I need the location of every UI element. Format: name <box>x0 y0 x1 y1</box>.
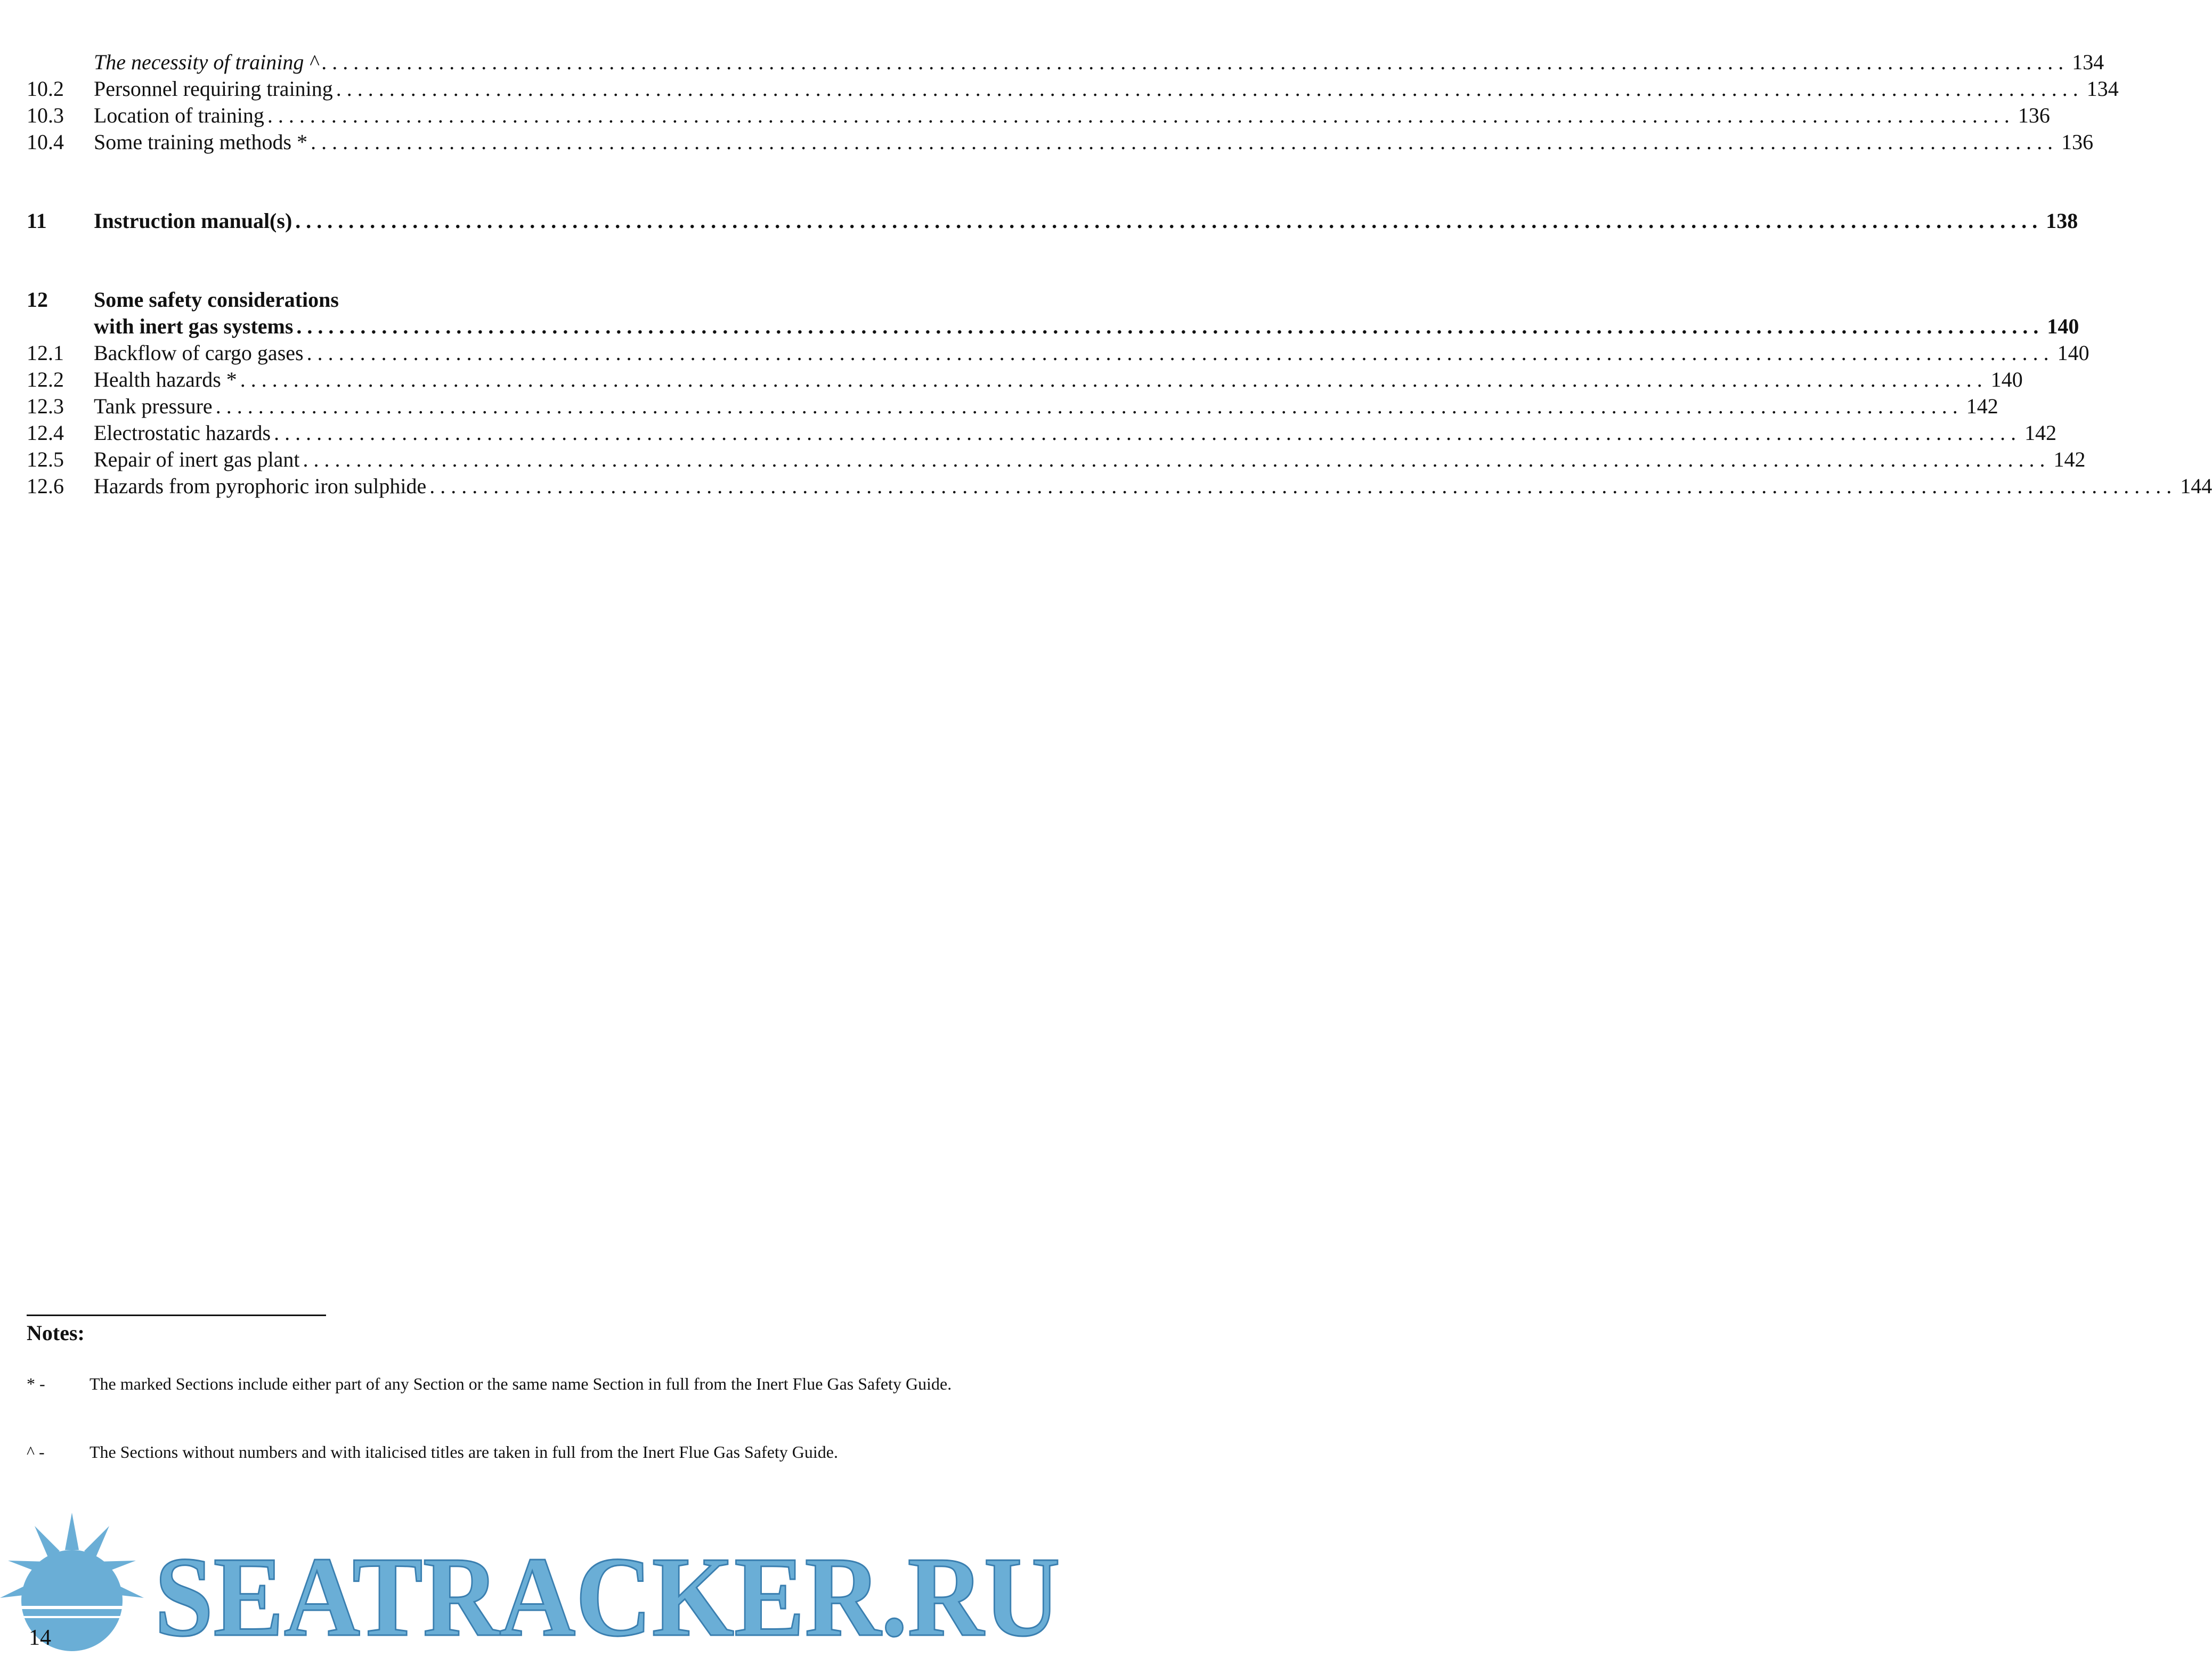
toc-entry-title: The necessity of training ^ <box>94 50 319 74</box>
toc-section-number: 11 <box>27 209 47 233</box>
toc-entry-title: Hazards from pyrophoric iron sulphide <box>94 474 427 498</box>
page-number: 14 <box>29 1626 51 1650</box>
toc-entry-number: 12.3 <box>27 394 64 418</box>
toc-leader-dots: .................................................................................................................................................................... <box>240 368 1988 391</box>
toc-entry-number: 10.2 <box>27 77 64 101</box>
toc-section-11 <box>27 208 2078 234</box>
toc-leader-dots: .................................................................................................................................................................... <box>303 447 2051 471</box>
toc-entry-title: Location of training <box>94 103 264 127</box>
toc-spacer <box>27 234 1007 287</box>
toc-leader-dots: .................................................................................................................................................................... <box>274 421 2022 445</box>
toc-entry-page: 142 <box>2024 421 2057 445</box>
toc-entry-number: 12.5 <box>27 447 64 471</box>
toc-leader-dots: .................................................................................................................................................................... <box>336 77 2084 101</box>
toc-entry-number: 10.3 <box>27 103 64 127</box>
toc-entry-number: 12.2 <box>27 368 64 391</box>
toc-entry-page: 136 <box>2061 130 2094 154</box>
toc-spacer <box>27 156 1007 208</box>
toc-entry-number: 12.4 <box>27 421 64 445</box>
toc-entry-title: Electrostatic hazards <box>94 421 271 445</box>
toc-entry <box>27 446 2086 473</box>
toc-section-page: 138 <box>2046 209 2078 233</box>
toc-entry-page: 142 <box>2053 447 2086 471</box>
notes-heading: Notes: <box>27 1321 85 1345</box>
toc-entry-page: 134 <box>2072 50 2104 74</box>
toc-entry-title: Tank pressure <box>94 394 213 418</box>
toc-entry-number: 12.1 <box>27 341 64 365</box>
toc-entry <box>27 393 1998 420</box>
toc-entry-page: 140 <box>2057 341 2089 365</box>
toc-section-title: Instruction manual(s) <box>94 209 292 233</box>
sun-burst-icon <box>0 1513 144 1651</box>
toc-entry <box>27 473 2212 500</box>
toc-section-number: 12 <box>27 288 48 312</box>
toc-entry <box>27 340 2089 366</box>
toc-leader-dots: .................................................................................................................................................................... <box>429 474 2177 498</box>
note-symbol: * - <box>27 1374 45 1393</box>
note-symbol: ^ - <box>27 1442 45 1462</box>
toc-leader-dots: .................................................................................................................................................................... <box>215 394 1963 418</box>
toc-entry-title: Some training methods * <box>94 130 308 154</box>
notes-divider <box>27 1315 326 1316</box>
toc-leader-dots: .................................................................................................................................................................... <box>295 209 2043 233</box>
toc-entry-page: 142 <box>1966 394 1998 418</box>
toc-section-12-line2 <box>27 313 2079 340</box>
toc-entry <box>27 49 2104 76</box>
toc-section-12-line1 <box>27 287 1007 313</box>
table-of-contents <box>27 49 2212 500</box>
toc-entry-title: Backflow of cargo gases <box>94 341 304 365</box>
toc-entry-title: Personnel requiring training <box>94 77 333 101</box>
toc-section-title: Some safety considerations <box>94 288 339 312</box>
toc-entry-number: 12.6 <box>27 474 64 498</box>
note-item <box>27 1373 1007 1394</box>
note-text: The marked Sections include either part of any Section or the same name Section in full from the Inert Flue Gas Safety Guide. <box>90 1374 952 1393</box>
toc-entry <box>27 102 2050 129</box>
toc-entry <box>27 420 2057 446</box>
watermark-text: SEATRACKER.RU <box>154 1533 1060 1657</box>
watermark-logo <box>0 1502 1077 1657</box>
toc-entry-title: Health hazards * <box>94 368 237 391</box>
toc-entry-page: 134 <box>2086 77 2119 101</box>
toc-leader-dots: .................................................................................................................................................................... <box>321 50 2069 74</box>
toc-entry-page: 140 <box>1990 368 2023 391</box>
toc-entry <box>27 366 2023 393</box>
toc-entry-number: 10.4 <box>27 130 64 154</box>
toc-entry-title: Repair of inert gas plant <box>94 447 300 471</box>
toc-leader-dots: .................................................................................................................................................................... <box>311 130 2059 154</box>
toc-leader-dots: .................................................................................................................................................................... <box>296 314 2044 338</box>
note-text: The Sections without numbers and with italicised titles are taken in full from the Inert Flue Gas Safety Guide. <box>90 1442 838 1462</box>
toc-leader-dots: .................................................................................................................................................................... <box>267 103 2015 127</box>
toc-section-page: 140 <box>2047 314 2079 338</box>
toc-entry <box>27 129 2094 156</box>
toc-leader-dots: .................................................................................................................................................................... <box>306 341 2054 365</box>
toc-entry-page: 144 <box>2180 474 2212 498</box>
toc-entry <box>27 76 2119 102</box>
toc-entry-page: 136 <box>2018 103 2050 127</box>
note-item <box>27 1441 1007 1463</box>
toc-section-title: with inert gas systems <box>94 314 294 338</box>
